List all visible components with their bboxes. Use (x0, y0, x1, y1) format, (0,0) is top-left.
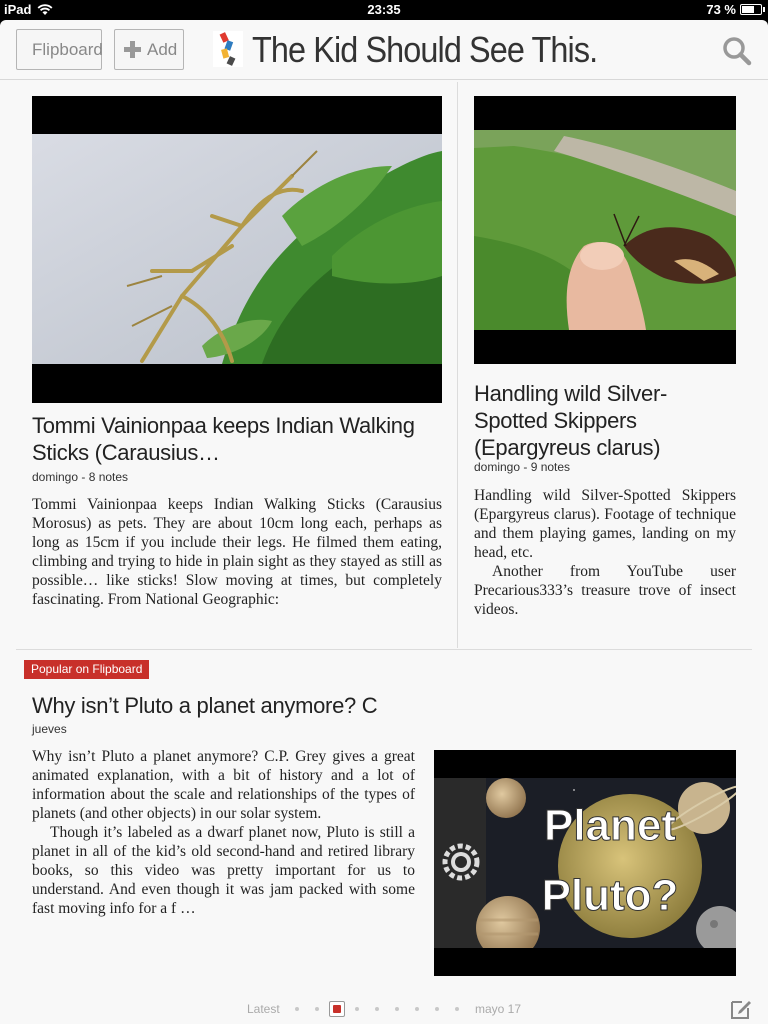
article-body-paragraph: Tommi Vainionpaa keeps Indian Walking Sticks (Carausius Morosus) as pets. They are about 10cm long each, perhaps as long as 15cm if you include their legs. He filmed them eating, climbing and trying to hide in plain sight as they stayed as still as possible… like sticks! Slow moving at times, but completely fascinating. From National Geographic: (32, 496, 442, 608)
page-dot[interactable] (315, 1007, 319, 1011)
add-button-label: Add (147, 40, 178, 59)
battery-icon (740, 4, 762, 15)
thumbnail-text-planet: Planet (543, 801, 677, 850)
article-body-paragraph: Handling wild Silver-Spotted Skippers (Epargyreus clarus). Footage of technique and them playing games, landing on my head, etc. (474, 487, 736, 561)
page-dot[interactable] (415, 1007, 419, 1011)
page-dot[interactable] (295, 1007, 299, 1011)
article-body-paragraph: Another from YouTube user Precarious333’s treasure trove of insect videos. (474, 563, 736, 618)
article-meta: domingo - 9 notes (474, 460, 571, 474)
page-dot[interactable] (375, 1007, 379, 1011)
flipboard-section-view (0, 20, 768, 1024)
back-to-flipboard-button[interactable] (16, 29, 102, 70)
column-divider (457, 82, 458, 648)
current-page-marker[interactable] (329, 1001, 345, 1017)
article-body-paragraph: Why isn’t Pluto a planet anymore? C.P. Grey gives a great animated explanation, with a bit of history and a lot of information about the scale and relationships of the types of planets (and other objects) in our solar system. (32, 748, 415, 822)
footer-date-label[interactable]: mayo 17 (475, 1002, 522, 1016)
page-dot[interactable] (395, 1007, 399, 1011)
skippers-video-thumbnail[interactable] (474, 96, 736, 364)
battery-percent: 73 % (706, 2, 736, 17)
page-footer (0, 994, 768, 1024)
article-headline[interactable]: Handling wild Silver-Spotted Skippers (Epargyreus clarus) (474, 381, 668, 460)
section-header (0, 20, 768, 80)
walking-sticks-image (32, 96, 442, 403)
add-section-button[interactable] (114, 29, 184, 70)
plus-icon (124, 41, 141, 58)
pluto-video-thumbnail[interactable] (434, 750, 736, 976)
row-divider (16, 649, 752, 650)
article-meta: domingo - 8 notes (32, 470, 129, 484)
compose-icon[interactable] (730, 998, 752, 1020)
search-icon[interactable] (722, 36, 752, 66)
article-body[interactable] (474, 486, 736, 619)
status-time: 23:35 (367, 2, 401, 17)
back-button-label: Flipboard (32, 40, 103, 59)
article-body[interactable] (32, 747, 415, 918)
footer-latest-label[interactable]: Latest (247, 1002, 280, 1016)
page-dot[interactable] (435, 1007, 439, 1011)
walking-sticks-video-thumbnail[interactable] (32, 96, 442, 403)
tkss-logo-icon (213, 31, 243, 67)
page-dot[interactable] (355, 1007, 359, 1011)
skipper-butterfly-image (474, 96, 736, 364)
article-headline[interactable]: Why isn’t Pluto a planet anymore? C (32, 693, 378, 718)
device-label: iPad (4, 2, 32, 17)
article-body-paragraph: Though it’s labeled as a dwarf planet now, Pluto is still a planet in all of the kid’s old second-hand and retired library books, so this video was pretty important for us to understand. And even though it was jam packed with some fast moving info for a f … (32, 824, 415, 917)
thumbnail-text-pluto: Pluto? (541, 871, 679, 920)
status-bar (0, 0, 768, 20)
section-title: The Kid Should See This. (252, 29, 598, 70)
article-headline[interactable]: Tommi Vainionpaa keeps Indian Walking Sticks (Carausius… (32, 413, 415, 465)
popular-badge: Popular on Flipboard (24, 660, 149, 679)
page-dot[interactable] (455, 1007, 459, 1011)
planet-pluto-image (434, 750, 736, 976)
article-body[interactable] (32, 495, 442, 609)
article-meta: jueves (32, 722, 67, 736)
